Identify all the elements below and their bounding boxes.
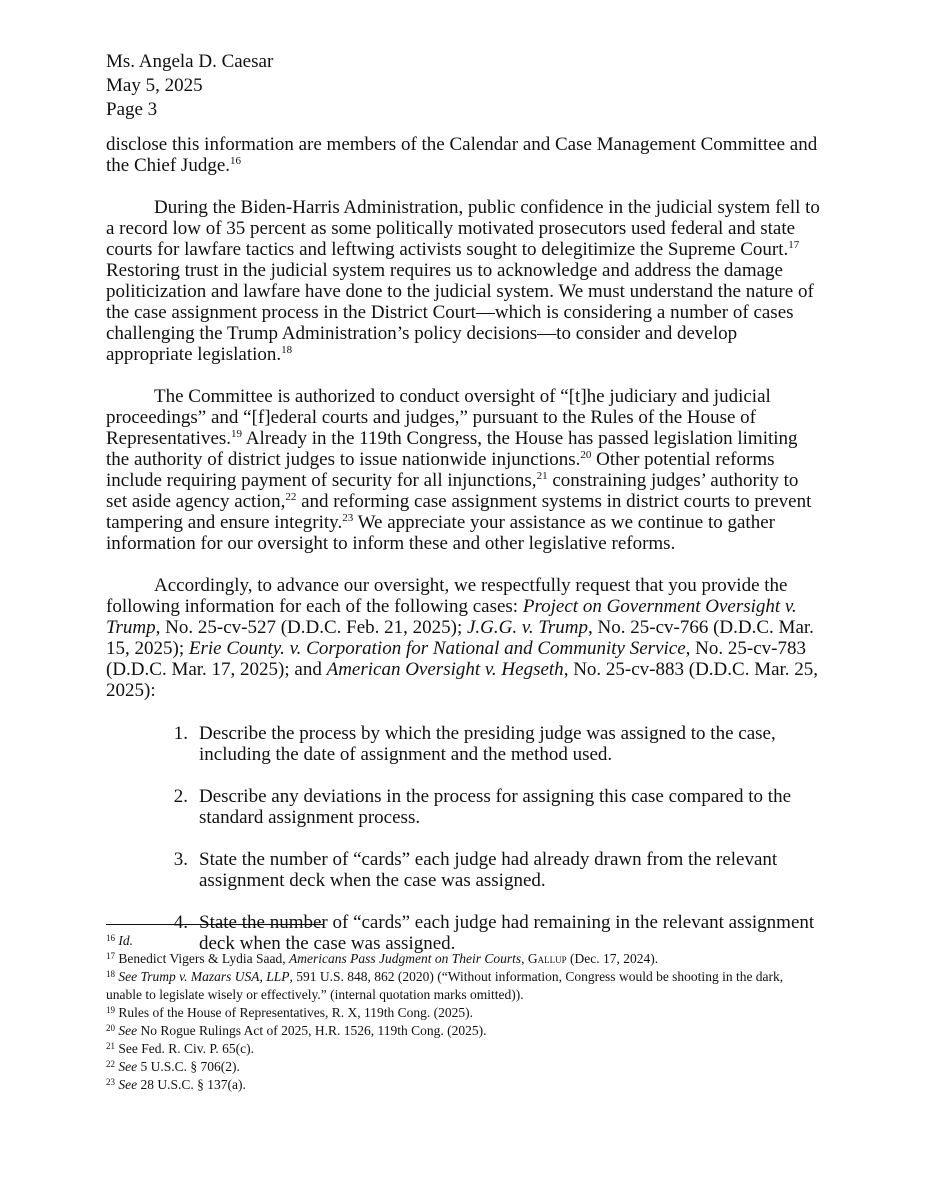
footnote-19: $^{19}$ Rules of the House of Representatives, R. X, 119th Cong. (2025). xyxy=(106,1005,473,1020)
footnote-21: $^{21}$ See Fed. R. Civ. P. 65(c). xyxy=(106,1041,254,1056)
request-list xyxy=(106,723,822,954)
list-item: 1. Describe the process by which the presiding judge was assigned to the case, including the date of assignment and the method used. xyxy=(173,723,776,765)
footnote-ref: 21 xyxy=(536,470,548,482)
footnote-22: $^{22}$ See 5 U.S.C. § 706(2). xyxy=(106,1059,240,1074)
paragraph-continuation: disclose this information are members of the Calendar and Case Management Committee and the Chief Judge.$^{16}$ xyxy=(106,134,818,176)
footnote-16: $^{16}$ Id. xyxy=(106,933,133,948)
footnote-18: $^{18}$ See Trump v. Mazars USA, LLP, 591 U.S. 848, 862 (2020) (“Without information, Congress would be shooting in the dark, unable to legislate wisely or effectively.” (internal quotation marks omitted)). xyxy=(106,969,784,1002)
list-item: 2. Describe any deviations in the process for assigning this case compared to the standard assignment process. xyxy=(173,786,791,828)
paragraph-request-intro: Accordingly, to advance our oversight, we respectfully request that you provide the following information for each of the following cases: Project on Government Oversight v. Trump, No. 25-cv-527 (D.D.C. Feb. 21, 2025); J.G.G. v. Trump, No. 25-cv-766 (D.D.C. Mar. 15, 2025); Erie County. v. Corporation for National and Community Service, No. 25-cv-783 (D.D.C. Mar. 17, 2025); and American Oversight v. Hegseth, No. 25-cv-883 (D.D.C. Mar. 25, 2025): xyxy=(106,575,819,701)
paragraph-committee-authority: The Committee is authorized to conduct oversight of “[t]he judiciary and judicial proceedings” and “[f]ederal courts and judges,” pursuant to the Rules of the House of Representatives.$^{19}$ Already in the 119th Congress, the House has passed legislation limiting the authority of district judges to issue nationwide injunctions.$^{20}$ Other potential reforms include requiring payment of security for all injunctions,$^{21}$ constraining judges’ authority to set aside agency action,$^{22}$ and reforming case assignment systems in district courts to prevent tampering and ensure integrity.$^{23}$ We appreciate your assistance as we continue to gather information for our oversight to inform these and other legislative reforms. xyxy=(106,386,812,554)
letter-date: May 5, 2025 xyxy=(106,75,203,96)
footnote-ref: 23 xyxy=(342,512,354,524)
page-number: Page 3 xyxy=(106,99,158,120)
letter-header xyxy=(106,50,273,122)
paragraph-public-confidence: During the Biden-Harris Administration, public confidence in the judicial system fell to a record low of 35 percent as some politically motivated prosecutors used federal and state courts for lawfare tactics and leftwing activists sought to delegitimize the Supreme Court.$^{17}$ Restoring trust in the judicial system requires us to acknowledge and address the damage politicization and lawfare have done to the judicial system. We must understand the nature of the case assignment process in the District Court—which is considering a number of cases challenging the Trump Administration’s policy decisions—to consider and develop appropriate legislation.$^{18}$ xyxy=(106,197,820,365)
case-name: American Oversight v. Hegseth xyxy=(326,659,564,680)
case-name: J.G.G. v. Trump xyxy=(467,617,589,638)
recipient-name: Ms. Angela D. Caesar xyxy=(106,51,274,72)
footnote-ref: 17 xyxy=(788,239,800,251)
footnote-ref: 18 xyxy=(281,344,293,356)
footnotes xyxy=(106,932,822,1094)
footnote-17: $^{17}$ Benedict Vigers & Lydia Saad, Americans Pass Judgment on Their Courts, Gallup (Dec. 17, 2024). xyxy=(106,951,659,966)
footnote-23: $^{23}$ See 28 U.S.C. § 137(a). xyxy=(106,1077,246,1092)
case-name: Project on Government Oversight v. Trump xyxy=(106,596,797,638)
footnote-ref: 16 xyxy=(230,155,242,167)
footnote-ref: 19 xyxy=(231,428,243,440)
list-item: 4. State the number of “cards” each judge had remaining in the relevant assignment deck when the case was assigned. xyxy=(173,912,815,954)
footnote-ref: 22 xyxy=(285,491,297,503)
letter-body xyxy=(106,134,822,975)
footnote-20: $^{20}$ See No Rogue Rulings Act of 2025, H.R. 1526, 119th Cong. (2025). xyxy=(106,1023,487,1038)
footnote-ref: 20 xyxy=(580,449,592,461)
footnote-divider xyxy=(106,924,324,925)
case-name: Erie County. v. Corporation for National and Community Service xyxy=(188,638,686,659)
list-item: 3. State the number of “cards” each judge had already drawn from the relevant assignment deck when the case was assigned. xyxy=(173,849,778,891)
